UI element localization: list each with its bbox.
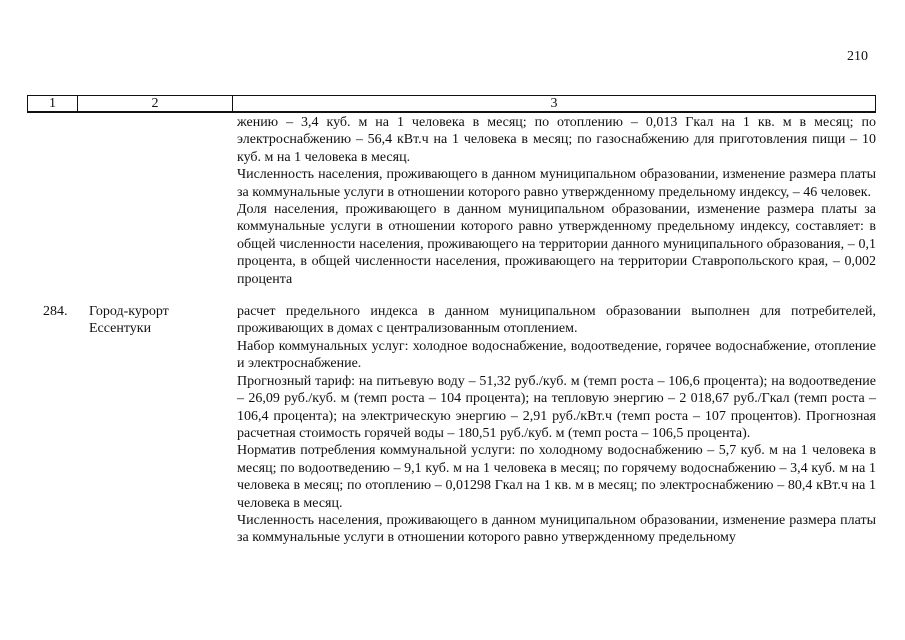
paragraph: Набор коммунальных услуг: холодное водоснабжение, водоотведение, горячее водоснабжение, отопление и электроснабжение. — [237, 338, 876, 372]
document-table — [27, 95, 876, 547]
paragraph: Норматив потребления коммунальной услуги: по холодному водоснабжению – 5,7 куб. м на 1 человека в месяц; по водоотведению – 9,1 куб. м на 1 человека в месяц; по горячему водоснабжению – 3,4 куб. м на 1 человека в месяц; по отоплению – 0,01298 Гкал на 1 кв. м в месяц; по электроснабжению – 80,4 кВт.ч на 1 человека в месяц. — [237, 443, 876, 511]
table-row-284 — [27, 303, 876, 547]
paragraph: жению – 3,4 куб. м на 1 человека в месяц; по отоплению – 0,013 Гкал на 1 кв. м в месяц; по электроснабжению – 56,4 кВт.ч на 1 человека в месяц; по газоснабжению для приготовления пищи – 10 куб. м на 1 человека в месяц. — [237, 115, 876, 165]
row-text — [230, 303, 876, 547]
paragraph: Доля населения, проживающего в данном муниципальном образовании, изменение размера платы за коммунальные услуги в отношении которого равно утвержденному предельному индексу, составляет: в общей численности населения, проживающего на территории данного муниципального образования, – 0,1 процента, в общей численности населения, проживающего на территории Ставропольского края, – 0,002 процента — [237, 202, 876, 287]
header-col-3: 3 — [550, 95, 558, 111]
row-number: 284. — [43, 304, 68, 320]
paragraph: Численность населения, проживающего в данном муниципальном образовании, изменение размера платы за коммунальные услуги в отношении которого равно утвержденному предельному индексу, – 46 человек. — [237, 167, 876, 200]
paragraph: расчет предельного индекса в данном муниципальном образовании выполнен для потребителей, проживающих в домах с централизованным отоплением. — [237, 304, 876, 337]
row-name — [76, 114, 230, 288]
paragraph: Численность населения, проживающего в данном муниципальном образовании, изменение размера платы за коммунальные услуги в отношении которого равно утвержденному предельному — [237, 512, 876, 546]
row-number — [27, 114, 76, 288]
header-col-2: 2 — [78, 96, 233, 111]
header-col-1: 1 — [28, 96, 78, 111]
row-name: Город-курорт Ессентуки — [89, 304, 169, 337]
row-text — [230, 114, 876, 288]
page-number: 210 — [847, 49, 868, 64]
table-header — [27, 95, 876, 113]
table-row-continuation — [27, 114, 876, 288]
paragraph: Прогнозный тариф: на питьевую воду – 51,32 руб./куб. м (темп роста – 106,6 процента); на водоотведение – 26,09 руб./куб. м (темп роста – 104 процента); на тепловую энергию – 2 018,67 руб./Гкал (темп роста – 106,4 процента); на электрическую энергию – 2,91 руб./кВт.ч (темп роста – 107 процентов). Прогнозная расчетная стоимость горячей воды – 180,51 руб./куб. м (темп роста – 106,5 процента). — [237, 373, 876, 441]
